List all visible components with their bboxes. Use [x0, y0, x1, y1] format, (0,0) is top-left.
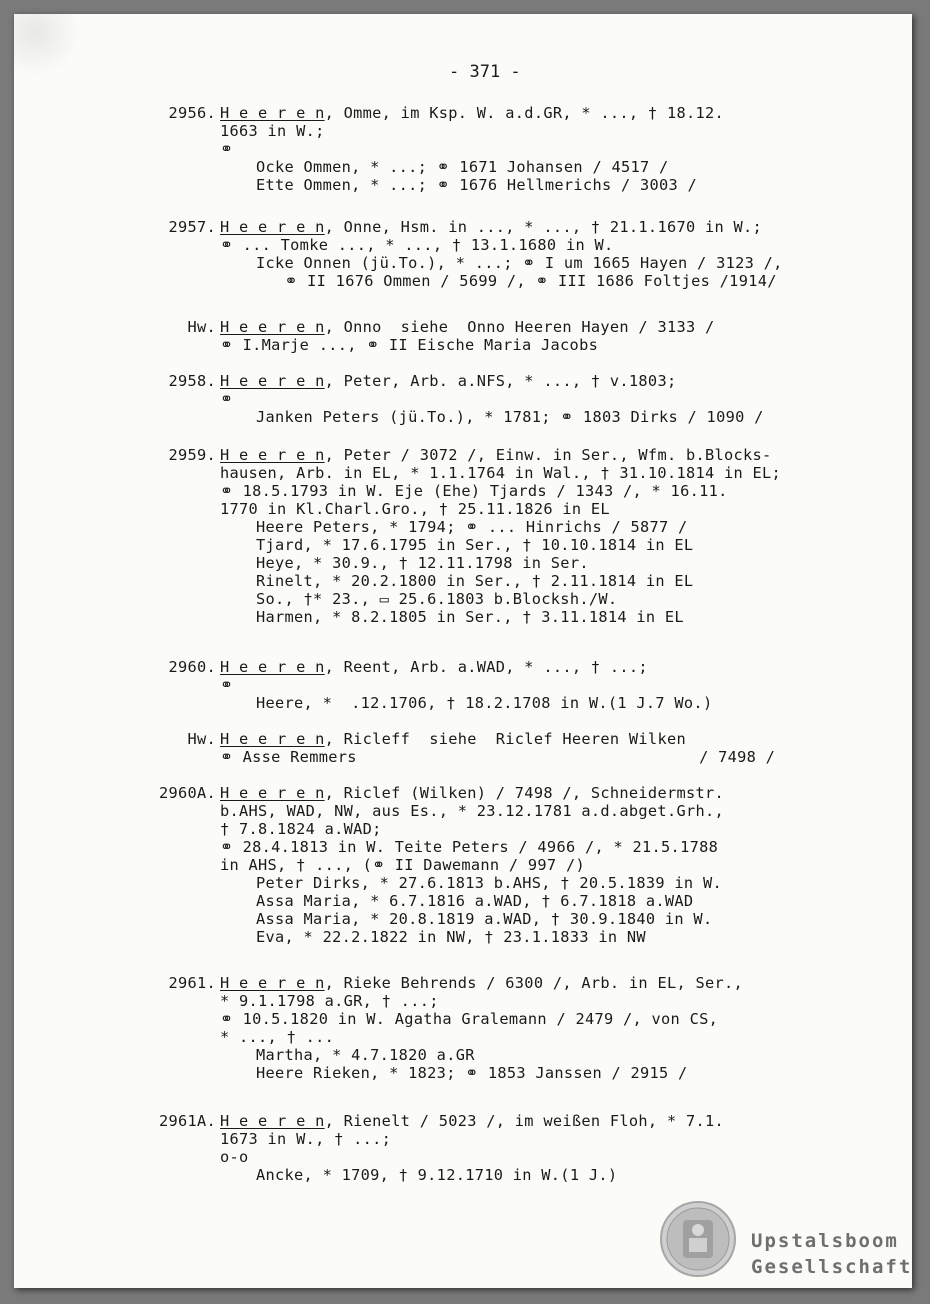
- entry-number: 2960A.: [158, 784, 216, 802]
- entry-heading: [220, 218, 762, 236]
- child-line: Heere, * .12.1706, † 18.2.1708 in W.(1 J.7 Wo.): [256, 694, 713, 712]
- entry-heading: [220, 446, 772, 464]
- entry-heading: [220, 372, 676, 390]
- entry-heading: [220, 318, 715, 336]
- surname: H e e r e n: [220, 1112, 325, 1130]
- entry-line: 1673 in W., † ...;: [220, 1130, 392, 1148]
- entry-line: * ..., † ...: [220, 1028, 335, 1046]
- child-line: Ocke Ommen, * ...; ⚭ 1671 Johansen / 4517 /: [256, 158, 669, 176]
- surname: H e e r e n: [220, 372, 325, 390]
- entry-number: Hw.: [187, 730, 216, 748]
- entry-line: ⚭ 18.5.1793 in W. Eje (Ehe) Tjards / 1343 /, * 16.11.: [220, 482, 728, 500]
- entry-line: in AHS, † ..., (⚭ II Dawemann / 997 /): [220, 856, 585, 874]
- entry-line: ⚭: [220, 140, 234, 158]
- heading-rest: , Onne, Hsm. in ..., * ..., † 21.1.1670 in W.;: [324, 218, 763, 236]
- entry-line: b.AHS, WAD, NW, aus Es., * 23.12.1781 a.d.abget.Grh.,: [220, 802, 725, 820]
- surname: H e e r e n: [220, 784, 325, 802]
- entry-number: Hw.: [187, 318, 216, 336]
- heading-rest: , Onno siehe Onno Heeren Hayen / 3133 /: [324, 318, 715, 336]
- entry-line: 1770 in Kl.Charl.Gro., † 25.11.1826 in EL: [220, 500, 610, 518]
- child-line: Heye, * 30.9., † 12.11.1798 in Ser.: [256, 554, 589, 572]
- entry-line: hausen, Arb. in EL, * 1.1.1764 in Wal., † 31.10.1814 in EL;: [220, 464, 782, 482]
- entry-number: 2961A.: [158, 1112, 216, 1130]
- entry-line: ⚭ 10.5.1820 in W. Agatha Gralemann / 2479 /, von CS,: [220, 1010, 719, 1028]
- entry-line: ⚭: [220, 390, 234, 408]
- upstalsboom-logo: [659, 1200, 912, 1282]
- entry-line: ⚭ Asse Remmers / 7498 /: [220, 748, 776, 766]
- scan-artifact: [14, 14, 84, 74]
- child-line: Harmen, * 8.2.1805 in Ser., † 3.11.1814 in EL: [256, 608, 684, 626]
- heading-rest: , Rieke Behrends / 6300 /, Arb. in EL, Ser.,: [324, 974, 744, 992]
- surname: H e e r e n: [220, 730, 325, 748]
- child-line: Icke Onnen (jü.To.), * ...; ⚭ I um 1665 Hayen / 3123 /,: [256, 254, 783, 272]
- child-line: ⚭ II 1676 Ommen / 5699 /, ⚭ III 1686 Foltjes /1914/: [256, 272, 777, 290]
- surname: H e e r e n: [220, 658, 325, 676]
- entry-heading: [220, 730, 686, 748]
- surname: H e e r e n: [220, 446, 325, 464]
- entry-line: 1663 in W.;: [220, 122, 325, 140]
- child-line: Peter Dirks, * 27.6.1813 b.AHS, † 20.5.1839 in W.: [256, 874, 722, 892]
- seal-icon: [659, 1200, 737, 1278]
- entry-number: 2960.: [168, 658, 216, 676]
- child-line: Heere Rieken, * 1823; ⚭ 1853 Janssen / 2915 /: [256, 1064, 688, 1082]
- surname: H e e r e n: [220, 318, 325, 336]
- entry-line: o-o: [220, 1148, 249, 1166]
- entry-heading: [220, 104, 724, 122]
- entry-line: ⚭: [220, 676, 234, 694]
- entry-heading: [220, 974, 743, 992]
- entry-line: ⚭ ... Tomke ..., * ..., † 13.1.1680 in W.: [220, 236, 614, 254]
- child-line: Janken Peters (jü.To.), * 1781; ⚭ 1803 Dirks / 1090 /: [256, 408, 764, 426]
- entry-line: † 7.8.1824 a.WAD;: [220, 820, 382, 838]
- logo-line-2: Gesellschaft: [751, 1256, 912, 1278]
- child-line: Ancke, * 1709, † 9.12.1710 in W.(1 J.): [256, 1166, 618, 1184]
- child-line: Martha, * 4.7.1820 a.GR: [256, 1046, 475, 1064]
- surname: H e e r e n: [220, 974, 325, 992]
- heading-rest: , Ricleff siehe Riclef Heeren Wilken: [324, 730, 686, 748]
- entry-number: 2959.: [168, 446, 216, 464]
- heading-rest: , Peter, Arb. a.NFS, * ..., † v.1803;: [324, 372, 677, 390]
- child-line: Rinelt, * 20.2.1800 in Ser., † 2.11.1814 in EL: [256, 572, 694, 590]
- entry-line: ⚭ 28.4.1813 in W. Teite Peters / 4966 /, * 21.5.1788: [220, 838, 719, 856]
- entry-line: * 9.1.1798 a.GR, † ...;: [220, 992, 439, 1010]
- entry-number: 2957.: [168, 218, 216, 236]
- heading-rest: , Reent, Arb. a.WAD, * ..., † ...;: [324, 658, 648, 676]
- logo-line-1: Upstalsboom: [751, 1230, 899, 1252]
- child-line: Assa Maria, * 6.7.1816 a.WAD, † 6.7.1818 a.WAD: [256, 892, 694, 910]
- heading-rest: , Omme, im Ksp. W. a.d.GR, * ..., † 18.12.: [324, 104, 725, 122]
- child-line: Eva, * 22.2.1822 in NW, † 23.1.1833 in NW: [256, 928, 646, 946]
- entry-heading: [220, 1112, 724, 1130]
- heading-rest: , Rienelt / 5023 /, im weißen Floh, * 7.1.: [324, 1112, 725, 1130]
- child-line: Heere Peters, * 1794; ⚭ ... Hinrichs / 5877 /: [256, 518, 688, 536]
- entry-number: 2956.: [168, 104, 216, 122]
- child-line: Tjard, * 17.6.1795 in Ser., † 10.10.1814 in EL: [256, 536, 694, 554]
- document-page: [14, 14, 912, 1288]
- entry-heading: [220, 784, 724, 802]
- entry-line: ⚭ I.Marje ..., ⚭ II Eische Maria Jacobs: [220, 336, 599, 354]
- heading-rest: , Peter / 3072 /, Einw. in Ser., Wfm. b.Blocks-: [324, 446, 772, 464]
- child-line: Assa Maria, * 20.8.1819 a.WAD, † 30.9.1840 in W.: [256, 910, 713, 928]
- child-line: So., †* 23., ▭ 25.6.1803 b.Blocksh./W.: [256, 590, 618, 608]
- heading-rest: , Riclef (Wilken) / 7498 /, Schneidermstr.: [324, 784, 725, 802]
- entry-number: 2958.: [168, 372, 216, 390]
- entry-number: 2961.: [168, 974, 216, 992]
- surname: H e e r e n: [220, 218, 325, 236]
- page-number: - 371 -: [449, 62, 521, 82]
- child-line: Ette Ommen, * ...; ⚭ 1676 Hellmerichs / 3003 /: [256, 176, 698, 194]
- entry-heading: [220, 658, 648, 676]
- surname: H e e r e n: [220, 104, 325, 122]
